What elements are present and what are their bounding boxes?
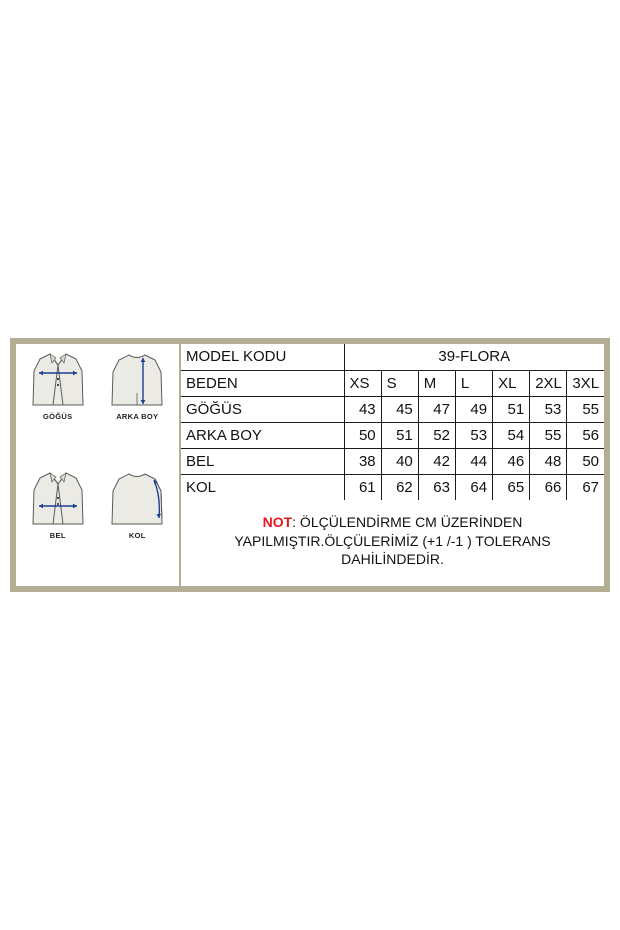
size-header-cell: XL [493, 370, 530, 396]
measure-value: 40 [381, 448, 418, 474]
table-row [181, 474, 604, 500]
measure-label: KOL [181, 474, 344, 500]
measure-value: 51 [493, 396, 530, 422]
illustration-label: GÖĞÜS [43, 412, 73, 421]
illustration-label: BEL [49, 531, 66, 540]
measure-label: ARKA BOY [181, 422, 344, 448]
table-row [181, 396, 604, 422]
illustration-sleeve [98, 465, 178, 584]
measure-value: 52 [418, 422, 455, 448]
measure-value: 67 [567, 474, 604, 500]
measure-value: 46 [493, 448, 530, 474]
illustration-back-length [98, 346, 178, 465]
jacket-front-waist-icon [26, 468, 90, 530]
size-header-label: BEDEN [181, 370, 344, 396]
measure-value: 50 [567, 448, 604, 474]
size-table-card [181, 344, 604, 586]
measure-value: 62 [381, 474, 418, 500]
illustration-waist [18, 465, 98, 584]
note-prefix: NOT [262, 513, 293, 530]
measure-value: 42 [418, 448, 455, 474]
measurement-illustrations [16, 344, 179, 586]
note-text: : ÖLÇÜLENDİRME CM ÜZERİNDEN YAPILMIŞTIR.ÖLÇÜLERİMİZ (+1 /-1 ) TOLERANS DAHİLİNDEDİR. [234, 513, 551, 568]
size-header-cell: 3XL [567, 370, 604, 396]
jacket-back-length-icon [105, 349, 169, 411]
measure-value: 51 [381, 422, 418, 448]
model-code-label: MODEL KODU [181, 344, 344, 370]
table-row-model [181, 344, 604, 370]
measure-value: 63 [418, 474, 455, 500]
measure-value: 53 [455, 422, 492, 448]
table-row [181, 448, 604, 474]
size-header-cell: L [455, 370, 492, 396]
size-header-cell: XS [344, 370, 381, 396]
measure-value: 65 [493, 474, 530, 500]
measure-value: 45 [381, 396, 418, 422]
size-header-cell: M [418, 370, 455, 396]
measure-label: BEL [181, 448, 344, 474]
measure-value: 49 [455, 396, 492, 422]
measure-label: GÖĞÜS [181, 396, 344, 422]
measure-value: 61 [344, 474, 381, 500]
table-row [181, 422, 604, 448]
jacket-sleeve-icon [105, 468, 169, 530]
illustration-label: KOL [128, 531, 146, 540]
measure-value: 54 [493, 422, 530, 448]
size-table [181, 344, 604, 500]
measure-value: 66 [530, 474, 567, 500]
jacket-front-chest-icon [26, 349, 90, 411]
measure-value: 55 [530, 422, 567, 448]
measure-value: 56 [567, 422, 604, 448]
illustration-chest [18, 346, 98, 465]
measure-value: 55 [567, 396, 604, 422]
measure-value: 64 [455, 474, 492, 500]
measure-value: 53 [530, 396, 567, 422]
model-code-value: 39-FLORA [344, 344, 604, 370]
size-chart-panel [10, 338, 610, 592]
measure-value: 38 [344, 448, 381, 474]
size-header-cell: S [381, 370, 418, 396]
measure-value: 47 [418, 396, 455, 422]
measure-value: 48 [530, 448, 567, 474]
measurement-note [181, 500, 604, 586]
measure-value: 44 [455, 448, 492, 474]
size-header-cell: 2XL [530, 370, 567, 396]
table-row-sizes [181, 370, 604, 396]
measure-value: 43 [344, 396, 381, 422]
illustration-label: ARKA BOY [116, 412, 159, 421]
measure-value: 50 [344, 422, 381, 448]
